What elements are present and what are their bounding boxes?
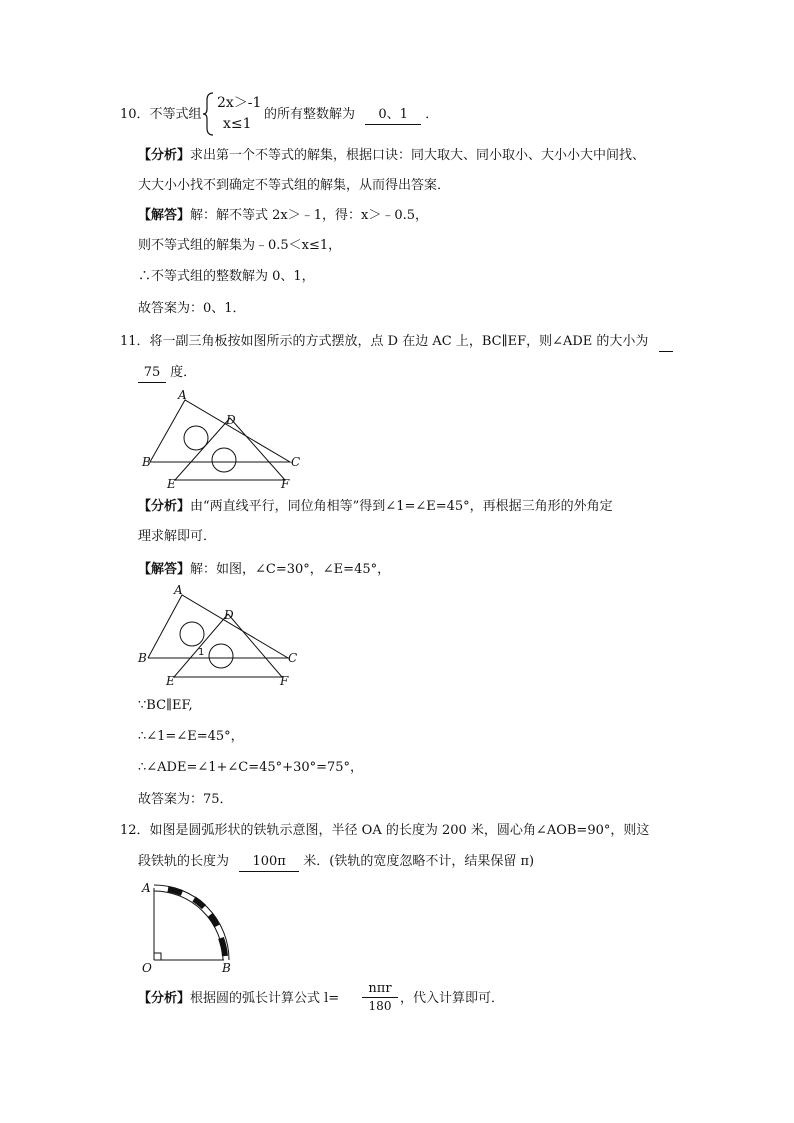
q11-unit: 度． — [170, 365, 197, 380]
q12-stem-line1: 12．如图是圆弧形状的铁轨示意图，半径 OA 的长度为 200 米，圆心角∠AOB=90°，则这 — [120, 823, 650, 838]
q10-lead: 10．不等式组 — [120, 107, 202, 122]
analysis-tag: 【分析】 — [138, 499, 191, 514]
label-d-2: D — [224, 608, 234, 622]
label-c: C — [291, 455, 301, 469]
q10-stem-tail — [264, 106, 438, 125]
q11-stem-line2 — [138, 364, 196, 383]
rail-tie — [194, 899, 204, 907]
q11-stem-text: 11．将一副三角板按如图所示的方式摆放，点 D 在边 AC 上，BC∥EF，则∠ADE 的大小为 — [120, 334, 649, 349]
q12-stem-text-b: 米．(铁轨的宽度忽略不计，结果保留 π) — [303, 854, 535, 869]
q10-inequality-1: 2x＞-1 — [217, 95, 262, 111]
triangle-hole-1 — [184, 426, 208, 450]
label-a-arc: A — [142, 881, 151, 895]
q11-answer: 75 — [138, 364, 166, 383]
q11-analysis-line2: 理求解即可． — [138, 529, 217, 544]
label-b: B — [142, 455, 151, 469]
analysis-tag: 【分析】 — [138, 991, 191, 1006]
triangle-abc — [150, 400, 290, 462]
q10-solution-line2: 则不等式组的解集为﹣0.5＜x≤1， — [138, 238, 342, 253]
label-c-2: C — [288, 651, 298, 665]
q10-analysis-line2: 大大小小找不到确定不等式组的解集，从而得出答案． — [138, 178, 451, 193]
rail-tie — [221, 938, 225, 956]
q11-figure-1 — [140, 388, 310, 490]
q10-solution-text1: 解：解不等式 2x＞﹣1，得：x＞﹣0.5， — [190, 208, 429, 223]
triangle-hole-4 — [209, 644, 233, 668]
q10-solution-line4: 故答案为：0、1． — [138, 301, 246, 316]
q11-solution-line2: ∵BC∥EF, — [138, 698, 193, 713]
rail-tie — [168, 889, 182, 893]
q12-stem-line2 — [138, 853, 534, 872]
q11-solution-line5: 故答案为：75． — [138, 792, 233, 807]
label-f: F — [281, 477, 290, 490]
formula-denominator: 180 — [368, 999, 392, 1013]
q11-analysis-line1 — [138, 498, 613, 516]
q10-analysis-text1: 求出第一个不等式的解集，根据口诀：同大取大、同小取小、大小小大中间找、 — [190, 148, 646, 163]
triangle-abc-2 — [148, 595, 288, 658]
rail-tie — [210, 915, 217, 926]
angle-1-label: 1 — [198, 647, 205, 658]
q12-answer: 100π — [239, 853, 299, 872]
q11-stem-line1 — [120, 333, 673, 352]
q10-end: ． — [425, 107, 439, 122]
q11-analysis-text1: 由“两直线平行，同位角相等”得到∠1=∠E=45°，再根据三角形的外角定 — [190, 499, 613, 514]
q11-answer-underline-start — [659, 333, 673, 352]
q12-analysis-text-a: 根据圆的弧长计算公式 l= — [190, 991, 340, 1006]
label-f-2: F — [280, 674, 289, 687]
formula-numerator: nπr — [362, 980, 398, 998]
arc-length-formula — [362, 980, 398, 1014]
inner-rail — [154, 891, 223, 960]
analysis-tag: 【分析】 — [138, 148, 191, 163]
solution-tag: 【解答】 — [138, 208, 191, 223]
q12-analysis-tail: ，代入计算即可． — [400, 991, 505, 1006]
q10-solution-line3: ∴不等式组的整数解为 0、1， — [138, 269, 315, 284]
label-d: D — [226, 413, 236, 427]
q10-analysis-line1 — [138, 147, 645, 165]
q12-analysis-line — [138, 990, 339, 1008]
q10-inequality-system — [203, 92, 263, 136]
label-a-2: A — [174, 583, 183, 597]
q10-inequality-2: x≤1 — [223, 116, 252, 132]
triangle-hole-2 — [212, 448, 236, 472]
q10-solution-line1 — [138, 207, 428, 225]
q10-answer: 0、1 — [365, 106, 421, 125]
label-o: O — [142, 961, 152, 975]
label-b-2: B — [138, 651, 147, 665]
solution-tag: 【解答】 — [138, 562, 191, 577]
q11-solution-line3: ∴∠1=∠E=45°， — [138, 729, 244, 744]
label-e: E — [167, 477, 176, 490]
q11-solution-text1: 解：如图，∠C=30°，∠E=45°， — [190, 562, 391, 577]
q10-tail: 的所有整数解为 — [264, 107, 356, 122]
label-b-arc: B — [222, 961, 231, 975]
q12-arc-figure — [138, 880, 248, 978]
q11-solution-line4: ∴∠ADE=∠1+∠C=45°+30°=75°， — [138, 760, 364, 775]
label-a: A — [178, 388, 187, 402]
q10-stem — [120, 106, 202, 124]
q11-solution-line1 — [138, 561, 390, 579]
brace-icon — [203, 92, 215, 136]
label-e-2: E — [166, 674, 175, 687]
q11-figure-2 — [136, 583, 306, 687]
q12-stem-text-a: 段铁轨的长度为 — [138, 854, 230, 869]
triangle-hole-3 — [180, 622, 204, 646]
right-angle-mark — [154, 953, 161, 960]
